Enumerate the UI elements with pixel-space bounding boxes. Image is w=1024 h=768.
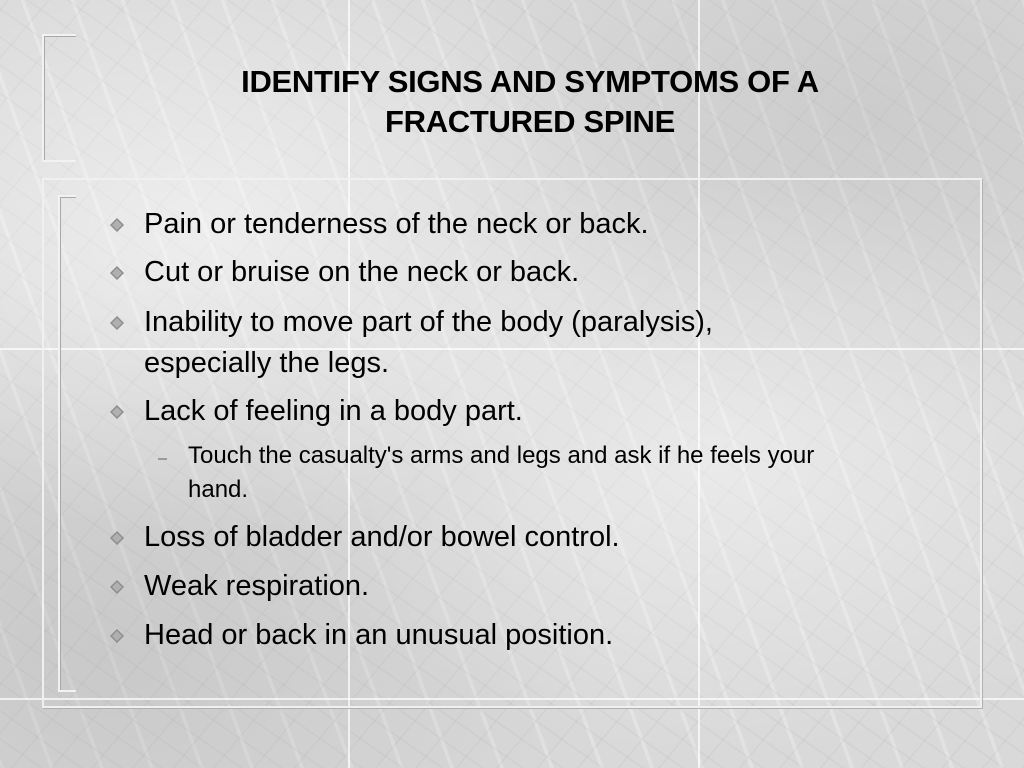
list-item: Pain or tenderness of the neck or back. xyxy=(144,208,649,240)
list-item: Head or back in an unusual position. xyxy=(144,619,614,651)
diamond-bullet-icon xyxy=(110,580,124,594)
content-frame-bracket xyxy=(58,195,76,692)
diamond-bullet-icon xyxy=(110,531,124,545)
diamond-bullet-icon xyxy=(110,218,124,232)
list-item: Lack of feeling in a body part. xyxy=(144,395,523,427)
diamond-bullet-icon xyxy=(110,316,124,330)
list-item: Inability to move part of the body (paralysis), xyxy=(144,306,713,338)
list-item-continuation: especially the legs. xyxy=(144,347,390,379)
diamond-bullet-icon xyxy=(110,629,124,643)
list-item: Loss of bladder and/or bowel control. xyxy=(144,521,620,553)
slide-title-line: FRACTURED SPINE xyxy=(384,104,675,139)
slide-title-line: IDENTIFY SIGNS AND SYMPTOMS OF A xyxy=(241,64,819,99)
dash-bullet-icon xyxy=(156,452,170,466)
diamond-bullet-icon xyxy=(110,405,124,419)
title-frame-bracket xyxy=(42,34,76,162)
slide-title xyxy=(150,62,910,142)
sub-list-item: Touch the casualty's arms and legs and ask if he feels your xyxy=(188,442,815,469)
list-item: Cut or bruise on the neck or back. xyxy=(144,256,580,288)
list-item: Weak respiration. xyxy=(144,570,370,602)
diamond-bullet-icon xyxy=(110,266,124,280)
sub-list-item-continuation: hand. xyxy=(188,476,249,503)
